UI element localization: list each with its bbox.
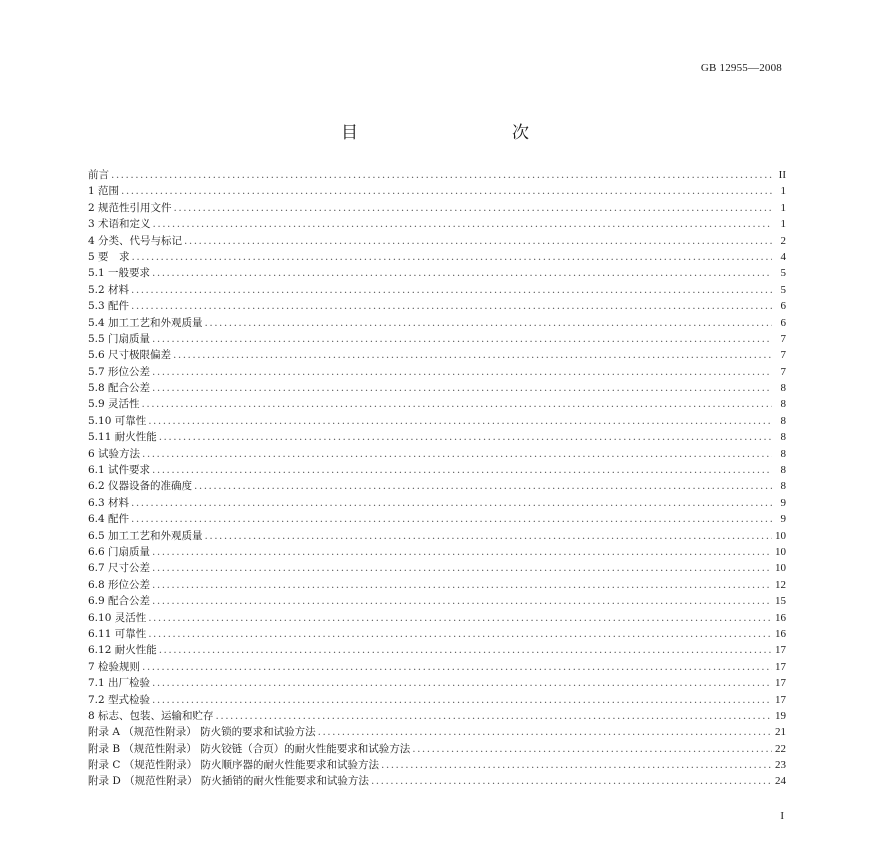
toc-entry-page: 7: [780, 332, 786, 345]
toc-entry-label: 6.6 门扇质量: [88, 545, 151, 558]
toc-entry-page: 7: [780, 365, 786, 378]
toc-entry[interactable]: [88, 396, 786, 412]
toc-entry-label: 6.4 配件: [88, 513, 130, 526]
toc-leader-dots: [132, 249, 772, 265]
toc-entry[interactable]: [88, 233, 786, 249]
toc-entry[interactable]: [88, 675, 786, 691]
toc-leader-dots: [152, 462, 772, 478]
toc-entry-label: 附录 A （规范性附录） 防火锁的要求和试验方法: [88, 726, 316, 739]
toc-entry[interactable]: [88, 560, 786, 576]
toc-entry[interactable]: [88, 724, 786, 740]
toc-leader-dots: [152, 364, 772, 380]
toc-entry[interactable]: [88, 773, 786, 789]
toc-entry[interactable]: [88, 413, 786, 429]
toc-entry-label: 5.11 耐火性能: [88, 431, 157, 444]
toc-entry-page: 8: [780, 382, 786, 395]
toc-entry-label: 前言: [88, 169, 109, 181]
toc-entry-label: 5.4 加工工艺和外观质量: [88, 316, 203, 329]
toc-entry[interactable]: [88, 315, 786, 331]
toc-entry-page: 4: [780, 250, 786, 263]
toc-entry-page: 12: [775, 578, 786, 591]
toc-entry-label: 7.2 型式检验: [88, 693, 151, 706]
toc-entry-page: 17: [775, 660, 786, 673]
toc-entry-page: 8: [780, 398, 786, 411]
toc-entry-label: 5 要 求: [88, 250, 130, 263]
toc-entry-page: 21: [775, 726, 786, 739]
toc-leader-dots: [142, 659, 772, 675]
toc-entry-label: 附录 B （规范性附录） 防火铰链（合页）的耐火性能要求和试验方法: [88, 742, 411, 755]
toc-entry-page: 5: [780, 267, 786, 280]
toc-leader-dots: [371, 773, 772, 789]
toc-entry[interactable]: [88, 511, 786, 527]
toc-leader-dots: [148, 626, 772, 642]
toc-leader-dots: [205, 315, 772, 331]
toc-entry[interactable]: [88, 626, 786, 642]
toc-entry-label: 5.9 灵活性: [88, 398, 140, 411]
toc-entry[interactable]: [88, 216, 786, 232]
toc-entry-page: 17: [775, 644, 786, 657]
table-of-contents: [88, 167, 786, 790]
standard-code: GB 12955—2008: [700, 62, 782, 74]
toc-leader-dots: [216, 708, 772, 724]
toc-entry[interactable]: [88, 380, 786, 396]
toc-leader-dots: [381, 757, 772, 773]
toc-entry-label: 7 检验规则: [88, 660, 141, 673]
toc-leader-dots: [152, 560, 772, 576]
toc-entry-label: 6.5 加工工艺和外观质量: [88, 529, 203, 542]
toc-entry-label: 7.1 出厂检验: [88, 677, 151, 690]
toc-entry-label: 6.7 尺寸公差: [88, 562, 151, 575]
toc-entry-page: 8: [780, 480, 786, 493]
toc-entry-page: 8: [780, 431, 786, 444]
toc-leader-dots: [174, 200, 772, 216]
toc-entry-page: 17: [775, 677, 786, 690]
toc-leader-dots: [131, 495, 772, 511]
toc-entry-page: 8: [780, 464, 786, 477]
toc-leader-dots: [152, 593, 772, 609]
toc-entry[interactable]: [88, 577, 786, 593]
toc-leader-dots: [148, 610, 772, 626]
toc-entry-label: 8 标志、包装、运输和贮存: [88, 709, 214, 722]
toc-entry[interactable]: [88, 446, 786, 462]
toc-entry-page: 6: [780, 300, 786, 313]
toc-entry-page: 15: [775, 595, 786, 608]
toc-leader-dots: [131, 298, 772, 314]
toc-entry-label: 6.8 形位公差: [88, 578, 151, 591]
toc-entry-label: 5.1 一般要求: [88, 267, 151, 280]
page-title: 目 次: [341, 123, 569, 143]
toc-entry[interactable]: [88, 331, 786, 347]
toc-entry[interactable]: [88, 478, 786, 494]
toc-entry-page: 10: [775, 562, 786, 575]
toc-entry[interactable]: [88, 265, 786, 281]
toc-entry[interactable]: [88, 528, 786, 544]
toc-entry[interactable]: [88, 282, 786, 298]
toc-leader-dots: [152, 577, 772, 593]
toc-leader-dots: [142, 396, 772, 412]
toc-entry-label: 5.3 配件: [88, 300, 130, 313]
toc-entry-label: 6.1 试件要求: [88, 464, 151, 477]
toc-entry-page: 1: [780, 201, 786, 214]
toc-entry-label: 6.2 仪器设备的准确度: [88, 480, 193, 493]
toc-entry-page: 8: [780, 414, 786, 427]
toc-entry[interactable]: [88, 347, 786, 363]
toc-entry-label: 4 分类、代号与标记: [88, 234, 183, 247]
toc-entry[interactable]: [88, 429, 786, 445]
toc-entry-label: 5.5 门扇质量: [88, 332, 151, 345]
toc-entry[interactable]: [88, 757, 786, 773]
toc-entry-label: 3 术语和定义: [88, 218, 151, 231]
toc-entry-page: 23: [775, 759, 786, 772]
toc-entry-label: 5.10 可靠性: [88, 414, 147, 427]
toc-entry[interactable]: [88, 200, 786, 216]
toc-leader-dots: [152, 331, 772, 347]
toc-entry-label: 6 试验方法: [88, 447, 141, 460]
toc-entry-page: 19: [775, 709, 786, 722]
toc-entry[interactable]: [88, 364, 786, 380]
toc-entry-page: 24: [775, 775, 786, 788]
toc-entry[interactable]: [88, 544, 786, 560]
toc-entry-page: 16: [775, 611, 786, 624]
toc-leader-dots: [159, 429, 772, 445]
toc-entry-label: 5.7 形位公差: [88, 365, 151, 378]
toc-entry-page: 1: [780, 185, 786, 198]
toc-leader-dots: [184, 233, 772, 249]
toc-leader-dots: [148, 413, 772, 429]
toc-leader-dots: [111, 167, 772, 183]
toc-entry[interactable]: [88, 495, 786, 511]
toc-entry-page: 2: [780, 234, 786, 247]
toc-entry-label: 附录 D （规范性附录） 防火插销的耐火性能要求和试验方法: [88, 775, 369, 788]
toc-leader-dots: [194, 478, 772, 494]
toc-entry[interactable]: [88, 741, 786, 757]
toc-entry-page: 8: [780, 447, 786, 460]
toc-entry-page: 17: [775, 693, 786, 706]
toc-leader-dots: [159, 642, 772, 658]
toc-entry[interactable]: [88, 167, 786, 183]
toc-entry-page: 9: [780, 496, 786, 509]
toc-leader-dots: [318, 724, 772, 740]
toc-entry-label: 2 规范性引用文件: [88, 201, 172, 214]
toc-entry[interactable]: [88, 462, 786, 478]
toc-entry-label: 6.10 灵活性: [88, 611, 147, 624]
toc-entry-label: 1 范围: [88, 185, 120, 198]
toc-leader-dots: [205, 528, 772, 544]
toc-entry-page: 22: [775, 742, 786, 755]
toc-leader-dots: [152, 544, 772, 560]
toc-entry-label: 6.9 配合公差: [88, 595, 151, 608]
page-number: I: [780, 810, 784, 822]
toc-entry[interactable]: [88, 610, 786, 626]
toc-leader-dots: [142, 446, 772, 462]
toc-entry-page: 16: [775, 627, 786, 640]
toc-entry-label: 附录 C （规范性附录） 防火顺序器的耐火性能要求和试验方法: [88, 759, 380, 772]
toc-entry-label: 6.3 材料: [88, 496, 130, 509]
toc-entry-label: 6.12 耐火性能: [88, 644, 157, 657]
toc-leader-dots: [412, 741, 772, 757]
toc-leader-dots: [173, 347, 772, 363]
toc-entry-label: 5.8 配合公差: [88, 382, 151, 395]
toc-entry[interactable]: [88, 298, 786, 314]
toc-entry[interactable]: [88, 183, 786, 199]
toc-entry-page: 5: [780, 283, 786, 296]
toc-leader-dots: [152, 265, 772, 281]
toc-leader-dots: [152, 692, 772, 708]
toc-entry[interactable]: [88, 593, 786, 609]
toc-leader-dots: [152, 380, 772, 396]
toc-entry[interactable]: [88, 659, 786, 675]
toc-entry[interactable]: [88, 708, 786, 724]
toc-entry-page: 7: [780, 349, 786, 362]
toc-leader-dots: [131, 282, 772, 298]
toc-entry-page: 1: [780, 218, 786, 231]
toc-entry-label: 5.6 尺寸极限偏差: [88, 349, 172, 362]
toc-entry[interactable]: [88, 692, 786, 708]
toc-entry-page: 10: [775, 529, 786, 542]
toc-leader-dots: [153, 216, 772, 232]
toc-entry[interactable]: [88, 642, 786, 658]
toc-leader-dots: [131, 511, 772, 527]
toc-entry-page: 10: [775, 545, 786, 558]
toc-entry-page: II: [778, 169, 786, 181]
toc-entry-label: 6.11 可靠性: [88, 627, 147, 640]
toc-entry-page: 9: [780, 513, 786, 526]
toc-entry-label: 5.2 材料: [88, 283, 130, 296]
toc-leader-dots: [121, 183, 772, 199]
toc-entry[interactable]: [88, 249, 786, 265]
toc-entry-page: 6: [780, 316, 786, 329]
toc-leader-dots: [152, 675, 772, 691]
